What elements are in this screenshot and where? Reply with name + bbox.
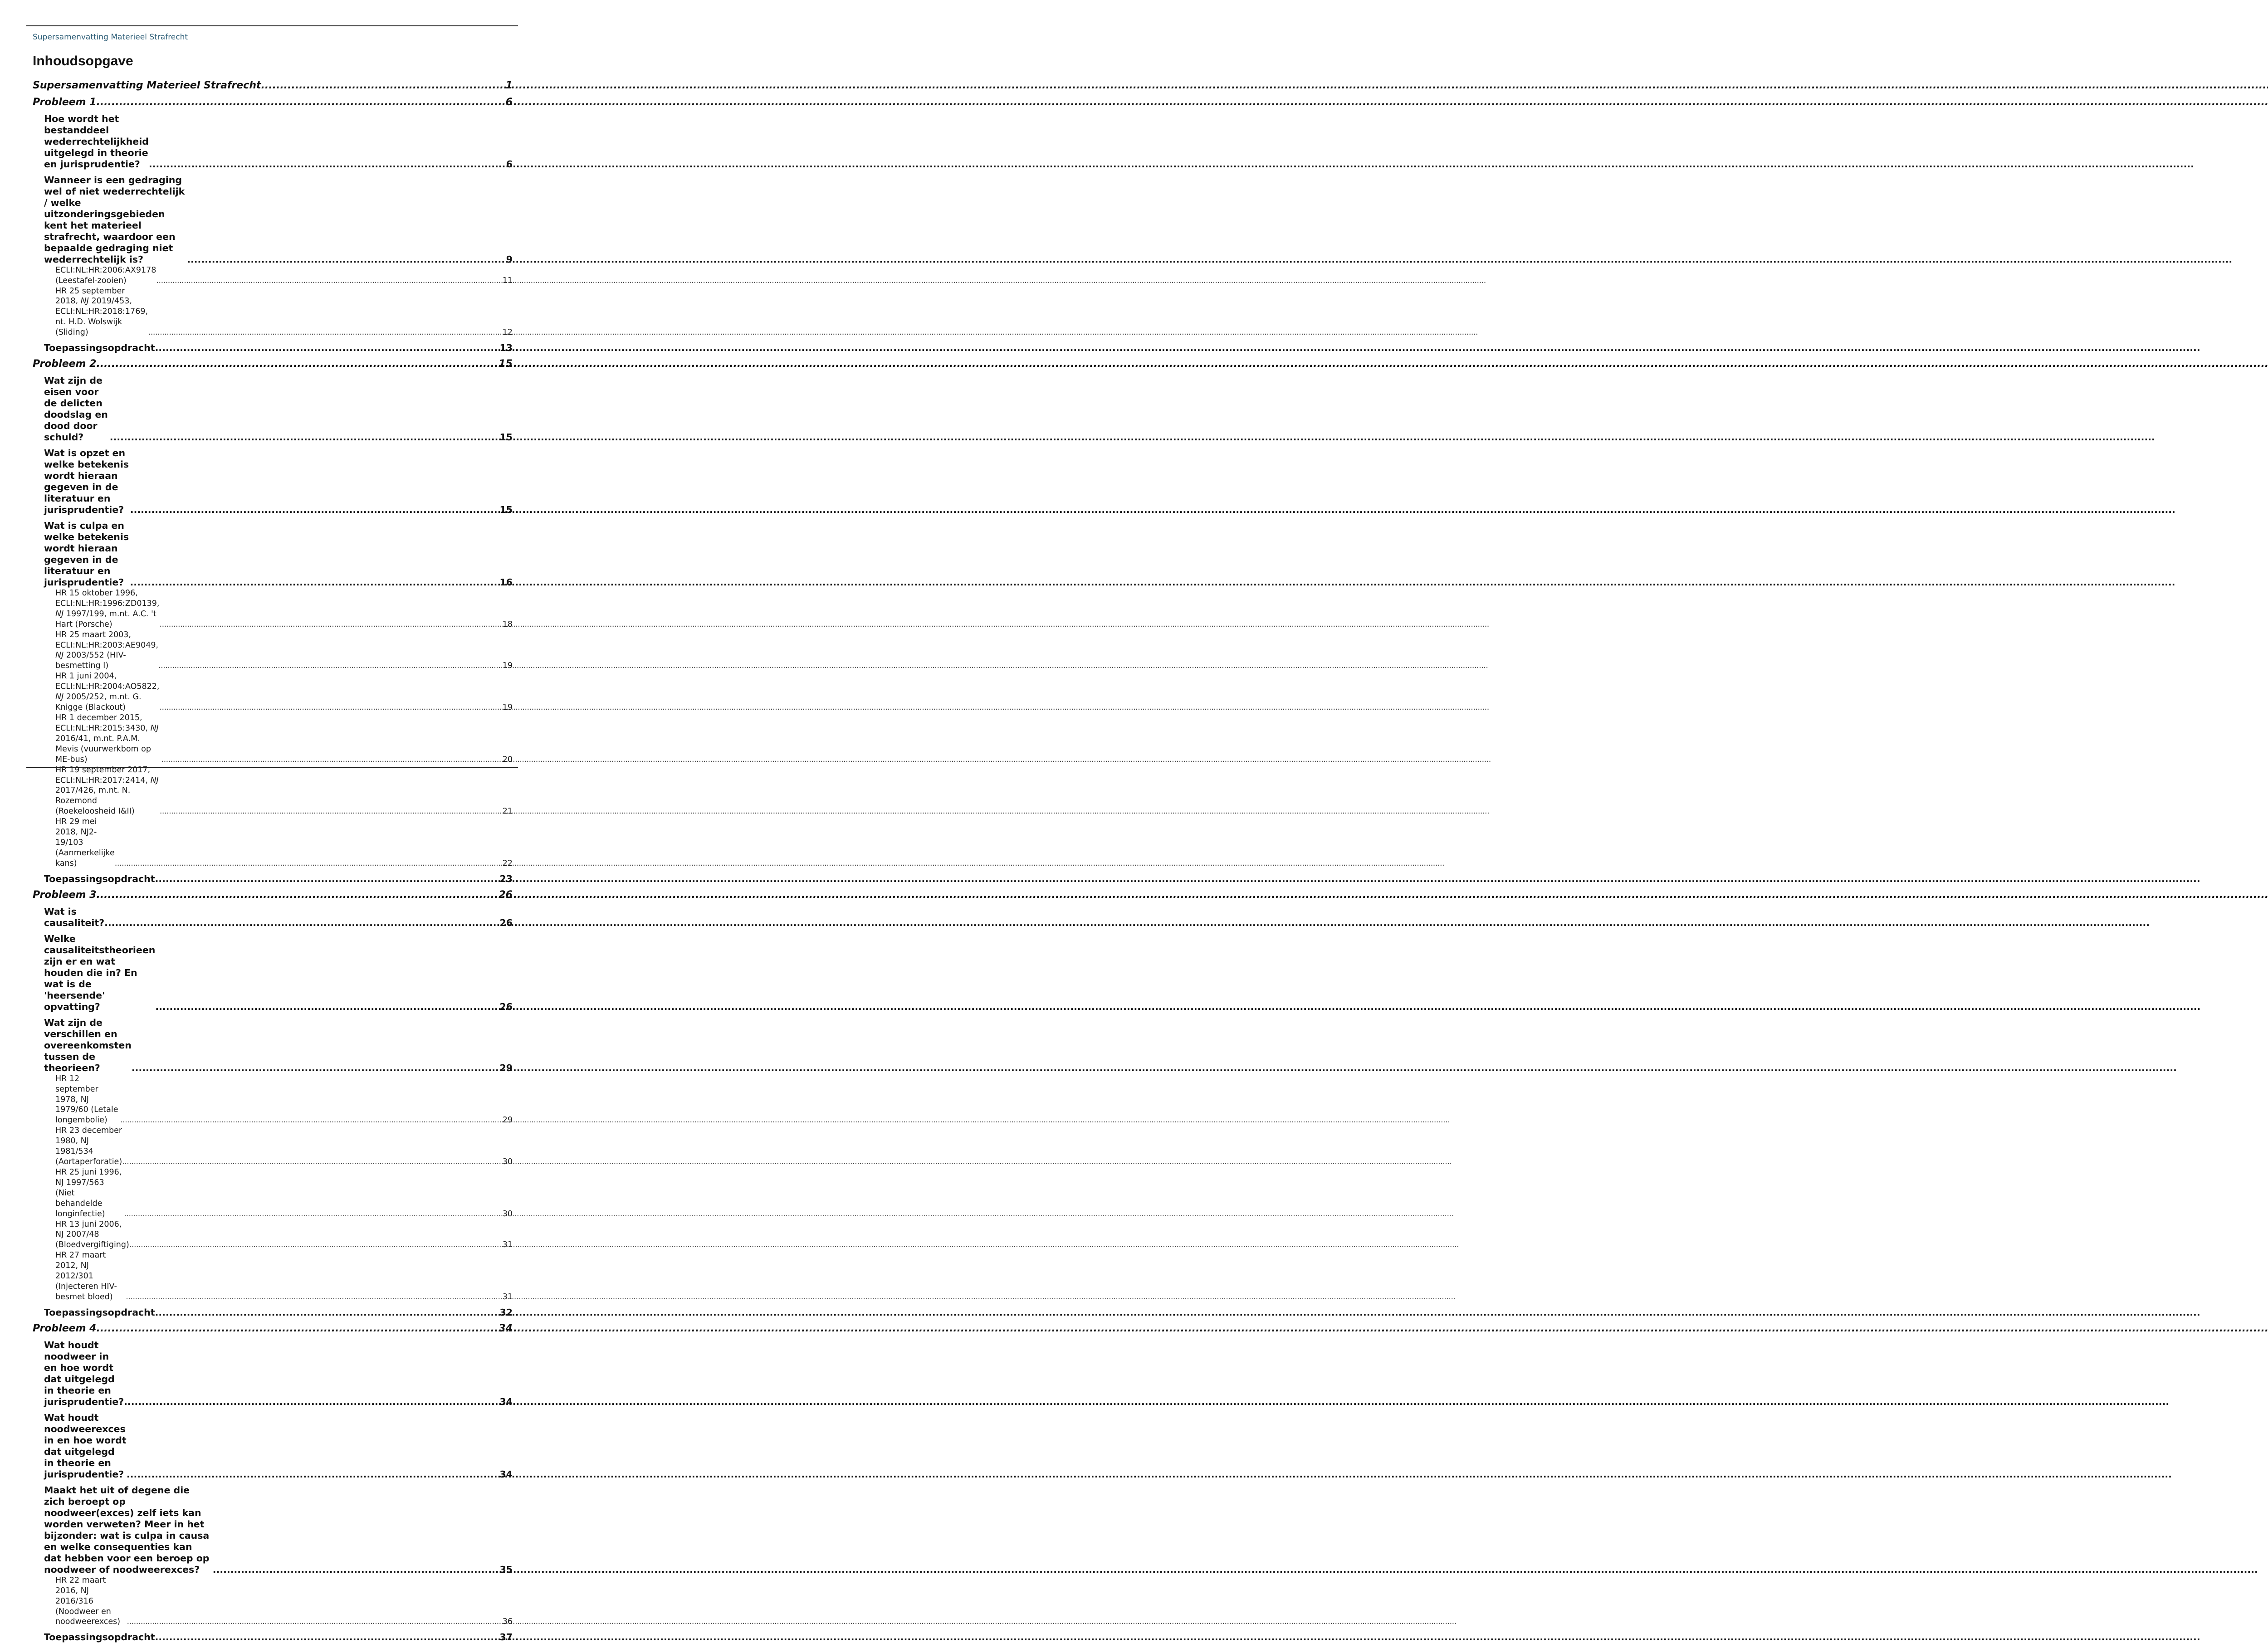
toc-entry-level-3[interactable] [33,1074,513,1126]
toc-entry-level-2[interactable] [33,1340,513,1408]
toc-page-number: 15 [499,431,513,443]
toc-page-number: 26 [499,1001,513,1012]
toc-entry-title: Wat is opzet en welke betekenis wordt hieraan gegeven in de literatuur en jurisprudentie? [44,447,129,515]
toc-entry-journal: NJ [55,651,64,660]
toc-entry-level-3[interactable] [33,630,513,672]
toc-page-number: 36 [502,1617,513,1627]
toc-leader-dots [115,858,503,869]
toc-entry-citation-suffix: 2003/552 (HIV-besmetting I) [55,651,126,671]
toc-entry-level-1[interactable] [33,80,513,92]
toc-entry-level-3[interactable] [33,671,513,713]
toc-page-number: 26 [499,889,513,901]
toc-entry-title: Wanneer is een gedraging wel of niet wederrechtelijk / welke uitzonderingsgebieden kent het materieel strafrecht, waardoor een bepaalde gedraging niet wederrechtelijk is? [44,174,185,265]
toc-entry-title: HR 12 september 1978, NJ 1979/60 (Letale longembolie) [55,1074,118,1125]
toc-entry-title: HR 29 mei 2018, NJ2-19/103 (Aanmerkelijke kans) [55,817,115,868]
toc-entry-level-3[interactable] [33,765,513,817]
toc-page-number: 37 [499,1632,513,1643]
toc-entry-journal: NJ [80,297,89,306]
toc-entry-level-2[interactable] [33,448,513,516]
toc-page-number: 6 [505,96,513,108]
toc-entry-title [55,713,161,765]
toc-page-number: 6 [506,158,513,170]
toc-entry-level-3[interactable] [33,1167,513,1219]
toc-page-number: 29 [499,1062,513,1073]
toc-entry-title: Probleem 3 [33,889,97,901]
toc-entry-citation-prefix: HR 1 juni 2004, ECLI:NL:HR:2004:AO5822, [55,672,160,692]
toc-entry-citation-suffix: 2019/453, ECLI:NL:HR:2018:1769, nt. H.D. Wolswijk (Sliding) [55,297,148,337]
toc-entry-title: Wat houdt noodweer in en hoe wordt dat uitgelegd in theorie en jurisprudentie? [44,1339,124,1407]
toc-leader-dots [130,504,500,516]
toc-entry-title: ECLI:NL:HR:2006:AX9178 (Leestafel-zooien) [55,265,156,285]
footer-rule [26,767,518,768]
toc-entry-title: Wat is culpa en welke betekenis wordt hieraan gegeven in de literatuur en jurisprudentie? [44,520,129,588]
toc-page-number: 21 [502,807,513,816]
toc-entry-title: HR 23 december 1980, NJ 1981/534 (Aortaperforatie) [55,1126,122,1167]
toc-leader-dots [122,1157,503,1167]
toc-page-number: 23 [499,873,513,884]
toc-entry-citation-prefix: HR 19 september 2017, ECLI:NL:HR:2017:2414, [55,765,151,785]
toc-entry-level-2[interactable] [33,1632,513,1643]
toc-entry-title: HR 27 maart 2012, NJ 2012/301 (Injecteren HIV-besmet bloed) [55,1251,117,1302]
toc-entry-level-1[interactable] [33,889,513,902]
header-rule [26,25,518,26]
toc-entry-title: HR 22 maart 2016, NJ 2016/316 (Noodweer en noodweerexces) [55,1575,121,1627]
toc-leader-dots [96,97,505,109]
toc-leader-dots [160,806,503,817]
toc-entry-citation-prefix: HR 1 december 2015, ECLI:NL:HR:2015:3430, [55,713,151,733]
toc-page-number: 34 [499,1322,513,1334]
toc-leader-dots [126,1292,502,1302]
toc-entry-journal: NJ [55,609,64,619]
toc-leader-dots [127,1469,500,1480]
toc-leader-dots [155,1001,499,1013]
toc-page-number: 16 [499,576,513,588]
toc-leader-dots [161,755,503,765]
toc-page-number: 19 [502,661,513,671]
toc-page-number: 35 [499,1564,513,1575]
toc-entry-citation-suffix: 1997/199, m.nt. A.C. 't Hart (Porsche) [55,609,156,629]
toc-entry-title: Welke causaliteitstheorieen zijn er en wat houden die in? En wat is de 'heersende' opvatting? [44,933,156,1012]
toc-entry-title: Probleem 1 [33,96,97,108]
toc-entry-title: Probleem 4 [33,1322,97,1334]
toc-entry-level-2[interactable] [33,933,513,1013]
table-of-contents [33,75,513,1643]
toc-entry-title [55,286,148,338]
toc-leader-dots [96,889,499,902]
toc-leader-dots [155,342,500,354]
toc-page-number: 11 [502,276,513,285]
toc-entry-citation-prefix: HR 15 oktober 1996, ECLI:NL:HR:1996:ZD0139, [55,588,160,608]
toc-entry-title: Wat is causaliteit? [44,906,105,928]
toc-page-number: 20 [502,755,513,764]
toc-entry-title: HR 25 juni 1996, NJ 1997/563 (Niet behandelde longinfectie) [55,1167,122,1219]
toc-page-number: 30 [502,1157,513,1167]
toc-entry-title: HR 13 juni 2006, NJ 2007/48 (Bloedvergiftiging) [55,1219,129,1250]
toc-page-number: 30 [502,1209,513,1219]
toc-page-number: 13 [499,342,513,354]
toc-entry-title: Probleem 2 [33,358,97,370]
toc-page-number: 32 [499,1307,513,1318]
toc-leader-dots [104,917,499,929]
toc-page-number: 12 [502,328,513,337]
toc-page-number: 1 [505,80,513,91]
toc-page-number: 29 [502,1116,513,1125]
toc-entry-level-2[interactable] [33,375,513,443]
toc-entry-title [55,671,159,713]
toc-entry-title [55,588,160,630]
toc-page-number: 15 [499,358,513,370]
toc-entry-level-2[interactable] [33,520,513,588]
toc-leader-dots [261,80,506,92]
toc-leader-dots [149,159,506,170]
running-header: Supersamenvatting Materieel Strafrecht [33,33,188,42]
toc-entry-journal: NJ [55,692,64,702]
toc-leader-dots [187,254,506,265]
toc-leader-dots [213,1564,500,1575]
toc-leader-dots [160,619,503,630]
toc-page-number: 18 [502,619,513,629]
toc-leader-dots [130,577,500,588]
toc-page-number: 34 [499,1396,513,1407]
toc-entry-level-3[interactable] [33,1250,513,1302]
toc-entry-citation-suffix: 2016/41, m.nt. P.A.M. Mevis (vuurwerkbom op ME-bus) [55,734,151,764]
toc-entry-level-2[interactable] [33,873,513,885]
toc-entry-title: Toepassingsopdracht [44,1307,155,1318]
toc-entry-level-2[interactable] [33,113,513,170]
toc-entry-title [55,765,160,817]
toc-entry-level-2[interactable] [33,175,513,265]
page-title: Inhoudsopgave [33,54,133,68]
toc-entry-title: Supersamenvatting Materieel Strafrecht [33,80,261,91]
toc-entry-level-2[interactable] [33,1485,513,1575]
toc-entry-title: Wat houdt noodweerexces in en hoe wordt dat uitgelegd in theorie en jurisprudentie? [44,1412,127,1480]
toc-page-number: 15 [499,504,513,515]
toc-entry-journal: NJ [150,775,159,785]
toc-entry-citation-suffix: 2005/252, m.nt. G. Knigge (Blackout) [55,692,142,712]
toc-page-number: 34 [499,1468,513,1480]
toc-entry-level-2[interactable] [33,906,513,929]
toc-entry-level-3[interactable] [33,713,513,765]
toc-page-number: 26 [499,917,513,928]
toc-entry-citation-prefix: HR 25 september 2018, [55,286,125,306]
toc-leader-dots [155,873,500,885]
toc-entry-title: Wat zijn de verschillen en overeenkomsten tussen de theorieen? [44,1017,132,1073]
toc-entry-citation-prefix: HR 25 maart 2003, ECLI:NL:HR:2003:AE9049, [55,630,159,650]
toc-entry-level-1[interactable] [33,97,513,109]
toc-leader-dots [156,276,502,286]
toc-entry-level-2[interactable] [33,342,513,354]
toc-entry-level-3[interactable] [33,265,513,286]
toc-leader-dots [159,702,502,713]
toc-entry-level-2[interactable] [33,1017,513,1074]
toc-leader-dots [155,1307,500,1318]
toc-entry-level-2[interactable] [33,1412,513,1480]
toc-entry-title: Hoe wordt het bestanddeel wederrechtelijkheid uitgelegd in theorie en jurisprudentie? [44,113,149,170]
toc-leader-dots [132,1063,500,1074]
toc-leader-dots [129,1240,503,1250]
toc-page-number: 9 [506,254,513,265]
toc-leader-dots [110,432,500,443]
toc-entry-title: Maakt het uit of degene die zich beroept op noodweer(exces) zelf iets kan worden verweten? Meer in het bijzonder: wat is culpa in causa en welke consequenties kan dat hebben voor een beroep op noodweer of noodweerexces? [44,1484,210,1575]
toc-entry-level-1[interactable] [33,1323,513,1335]
toc-page-number: 31 [502,1292,513,1302]
toc-page-number: 22 [502,858,513,868]
toc-entry-level-1[interactable] [33,358,513,371]
toc-leader-dots [96,358,499,371]
toc-entry-level-3[interactable] [33,1575,513,1628]
toc-page-number: 31 [502,1240,513,1250]
toc-entry-journal: NJ [150,723,159,733]
toc-entry-level-3[interactable] [33,817,513,869]
toc-entry-level-3[interactable] [33,1126,513,1167]
toc-entry-level-3[interactable] [33,588,513,630]
toc-leader-dots [148,327,503,338]
toc-entry-title: Wat zijn de eisen voor de delicten doodslag en dood door schuld? [44,375,108,443]
toc-leader-dots [96,1323,499,1335]
toc-leader-dots [124,1209,502,1219]
toc-entry-level-3[interactable] [33,1219,513,1251]
toc-entry-citation-suffix: 2017/426, m.nt. N. Rozemond (Roekeloosheid I&II) [55,786,135,816]
toc-leader-dots [120,1115,503,1126]
toc-page-number: 19 [502,703,513,712]
toc-entry-title: Toepassingsopdracht [44,1632,155,1643]
toc-entry-level-2[interactable] [33,1307,513,1318]
toc-leader-dots [158,661,503,671]
toc-leader-dots [155,1632,500,1643]
toc-leader-dots [127,1617,502,1627]
toc-entry-level-3[interactable] [33,286,513,338]
toc-entry-title: Toepassingsopdracht [44,873,155,884]
toc-leader-dots [124,1396,499,1408]
toc-entry-title [55,630,158,672]
toc-entry-title: Toepassingsopdracht [44,342,155,354]
